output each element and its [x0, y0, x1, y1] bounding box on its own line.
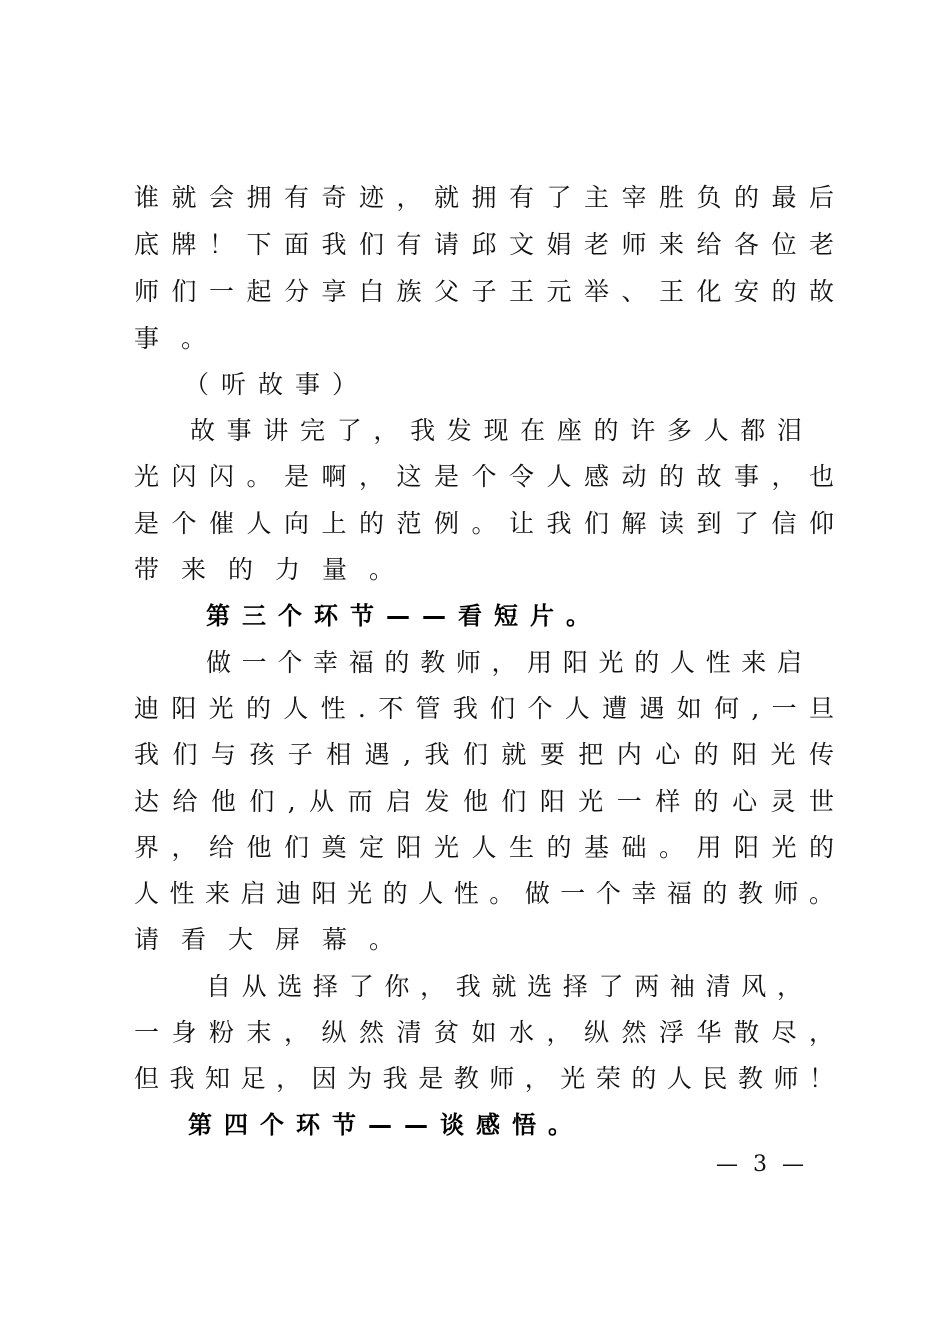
- text-line: 是个催人向上的范例。让我们解读到了信仰: [134, 509, 834, 538]
- stage-direction: （听故事）: [184, 370, 370, 399]
- text-line: 一身粉末，纵然清贫如水，纵然浮华散尽，: [134, 1018, 834, 1047]
- text-line: 自从选择了你，我就选择了两袖清风，: [206, 972, 802, 1001]
- text-line: 事。: [134, 324, 229, 353]
- text-line: 做一个幸福的教师，用阳光的人性来启: [206, 648, 802, 677]
- text-line: 带来的力量。: [134, 555, 417, 584]
- page-number: — 3 —: [716, 1152, 808, 1177]
- text-line: 我们与孩子相遇,我们就要把内心的阳光传: [134, 740, 834, 769]
- text-line: 谁就会拥有奇迹，就拥有了主宰胜负的最后: [134, 183, 834, 212]
- section-heading-3: 第三个环节——看短片。: [206, 602, 602, 630]
- text-line: 底牌！下面我们有请邱文娟老师来给各位老: [134, 230, 834, 259]
- text-line: 界，给他们奠定阳光人生的基础。用阳光的: [134, 833, 834, 862]
- text-line: 光闪闪。是啊，这是个令人感动的故事，也: [134, 462, 834, 491]
- text-line: 请看大屏幕。: [134, 925, 417, 954]
- text-line: 迪阳光的人性.不管我们个人遭遇如何,一旦: [134, 694, 834, 723]
- text-line: 达给他们,从而启发他们阳光一样的心灵世: [134, 787, 834, 816]
- text-line: 故事讲完了，我发现在座的许多人都泪: [190, 416, 802, 445]
- section-heading-4: 第四个环节——谈感悟。: [188, 1111, 584, 1139]
- text-line: 师们一起分享白族父子王元举、王化安的故: [134, 277, 834, 306]
- text-line: 但我知足，因为我是教师，光荣的人民教师！: [134, 1064, 834, 1093]
- text-line: 人性来启迪阳光的人性。做一个幸福的教师。: [134, 879, 834, 908]
